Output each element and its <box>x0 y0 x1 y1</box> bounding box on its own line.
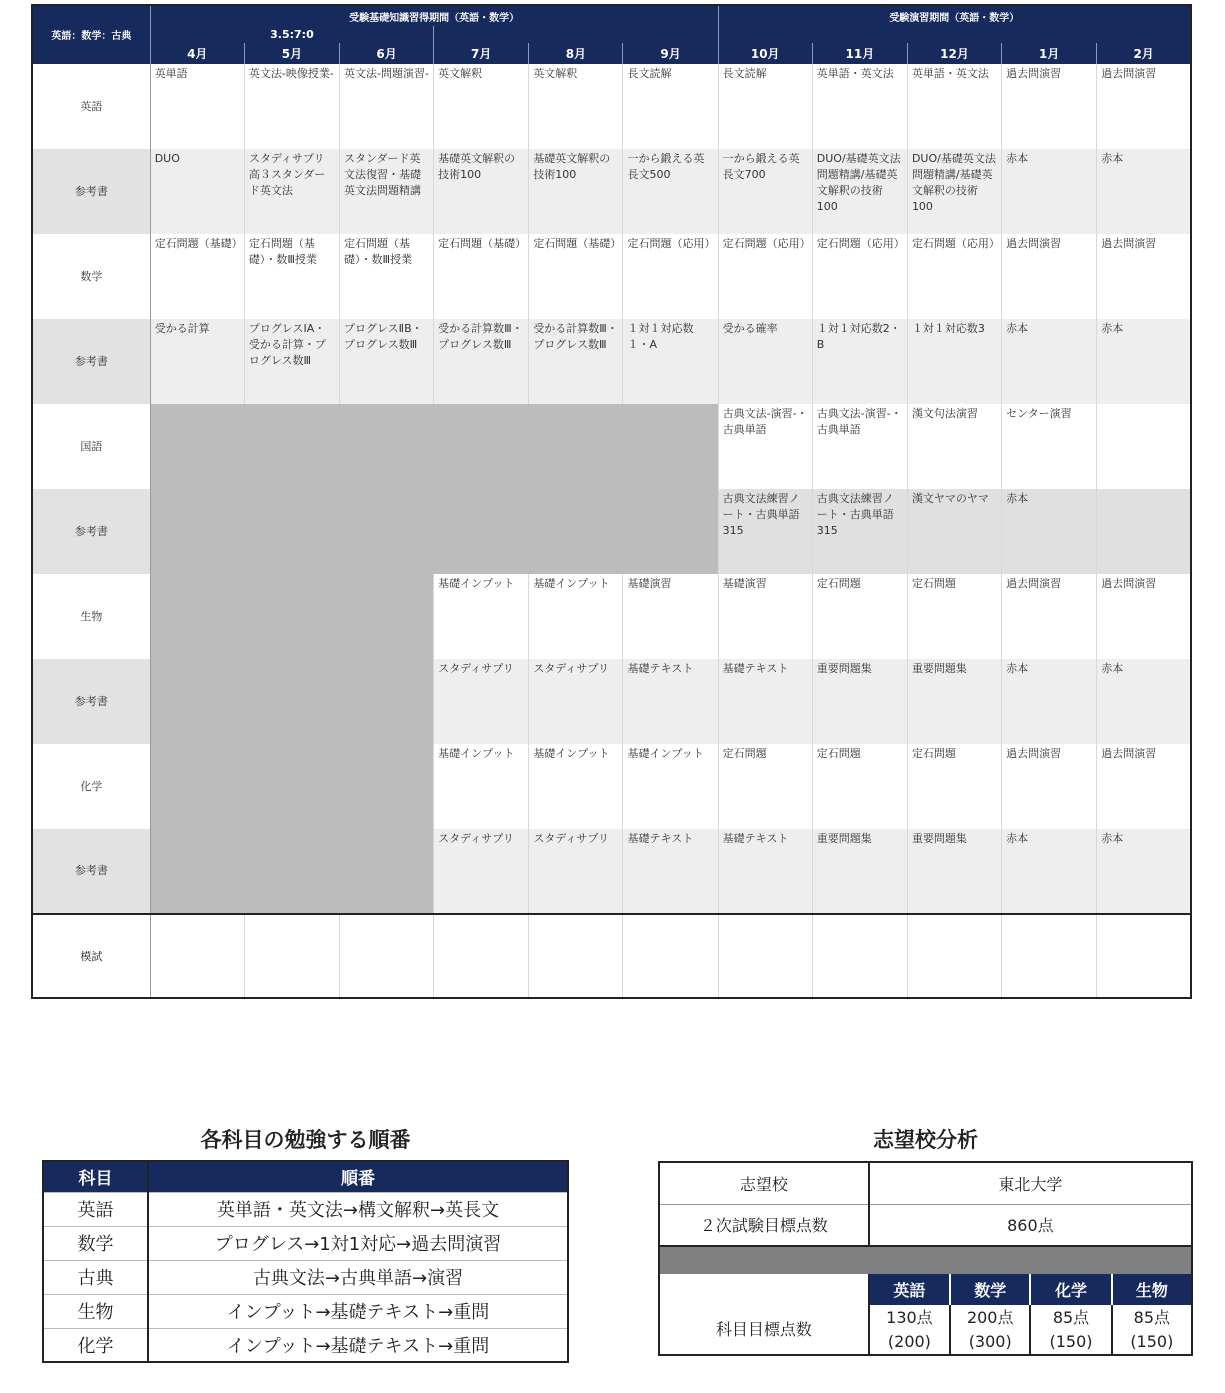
schedule-cell: DUO <box>150 149 244 234</box>
subject-max: (300) <box>968 1331 1012 1351</box>
schedule-cell: 一から鍛える英長文700 <box>718 149 812 234</box>
order-sequence: プログレス→1対1対応→過去問演習 <box>148 1226 568 1260</box>
schedule-cell: 長文読解 <box>718 64 812 149</box>
subject-target: 85点 <box>1133 1307 1171 1327</box>
subject-header: 生物 <box>1112 1274 1192 1305</box>
table-row <box>43 1226 568 1260</box>
schedule-row-english-books <box>32 149 1191 234</box>
schedule-cell: 基礎インプット <box>434 744 529 829</box>
row-label: 化学 <box>32 744 150 829</box>
schedule-cell: 受かる計算数Ⅲ・プログレス数Ⅲ <box>529 319 623 404</box>
schedule-cell: 基礎テキスト <box>623 659 718 744</box>
row-label: 参考書 <box>32 659 150 744</box>
schedule-cell: 漢文ヤマのヤマ <box>907 489 1001 574</box>
subject-target: 85点 <box>1052 1307 1090 1327</box>
not-scheduled-block <box>150 489 718 574</box>
table-row <box>43 1328 568 1362</box>
schedule-cell: 基礎インプット <box>623 744 718 829</box>
table-row <box>43 1192 568 1226</box>
schedule-cell: 基礎インプット <box>529 744 623 829</box>
schedule-cell: 過去問演習 <box>1002 574 1097 659</box>
order-sequence: 英単語・英文法→構文解釈→英長文 <box>148 1192 568 1226</box>
ratio-blank-2 <box>718 26 1191 43</box>
schedule-cell <box>1097 914 1191 998</box>
row-label: 生物 <box>32 574 150 659</box>
score-label: ２次試験目標点数 <box>659 1204 869 1246</box>
schedule-cell: 基礎演習 <box>623 574 718 659</box>
schedule-cell: 赤本 <box>1002 659 1097 744</box>
order-sequence: 古典文法→古典単語→演習 <box>148 1260 568 1294</box>
schedule-cell <box>244 914 339 998</box>
not-scheduled-block <box>150 829 433 914</box>
schedule-cell <box>1002 914 1097 998</box>
order-subject: 生物 <box>43 1294 148 1328</box>
schedule-cell: 英単語・英文法 <box>907 64 1001 149</box>
subject-target: 130点 <box>886 1307 933 1327</box>
school-value: 東北大学 <box>869 1162 1192 1204</box>
schedule-cell: 赤本 <box>1097 829 1191 914</box>
not-scheduled-block <box>150 574 433 659</box>
schedule-cell <box>340 914 434 998</box>
schedule-row-mock-exam <box>32 914 1191 998</box>
schedule-cell: 定石問題（基礎）・数Ⅲ授業 <box>244 234 339 319</box>
subject-header-blank <box>659 1274 869 1305</box>
not-scheduled-block <box>150 659 433 744</box>
schedule-cell: 定石問題（応用） <box>718 234 812 319</box>
schedule-cell: 定石問題（応用） <box>907 234 1001 319</box>
schedule-cell: 英文法-映像授業- <box>244 64 339 149</box>
schedule-cell: 赤本 <box>1002 319 1097 404</box>
month-header: 7月 <box>434 43 529 64</box>
schedule-row-chemistry <box>32 744 1191 829</box>
schedule-cell: スタディサプリ <box>529 829 623 914</box>
schedule-cell: 定石問題（基礎） <box>150 234 244 319</box>
schedule-cell: 基礎インプット <box>434 574 529 659</box>
row-label: 数学 <box>32 234 150 319</box>
schedule-cell: 英文解釈 <box>529 64 623 149</box>
table-row <box>43 1294 568 1328</box>
schedule-cell: スタディサプリ高３スタンダード英文法 <box>244 149 339 234</box>
schedule-cell: 定石問題（基礎） <box>529 234 623 319</box>
schedule-cell: 定石問題 <box>907 574 1001 659</box>
schedule-cell <box>434 914 529 998</box>
subject-score-label: 科目目標点数 <box>659 1305 869 1355</box>
schedule-cell: 過去問演習 <box>1097 234 1191 319</box>
row-label: 英語 <box>32 64 150 149</box>
schedule-cell: 基礎演習 <box>718 574 812 659</box>
schedule-cell: 定石問題（応用） <box>623 234 718 319</box>
subject-score <box>869 1305 950 1355</box>
schedule-cell: 受かる確率 <box>718 319 812 404</box>
schedule-cell: 定石問題（基礎）・数Ⅲ授業 <box>340 234 434 319</box>
schedule-cell: スタディサプリ <box>434 659 529 744</box>
schedule-cell: プログレスⅡB・プログレス数Ⅲ <box>340 319 434 404</box>
row-label: 参考書 <box>32 829 150 914</box>
subject-target: 200点 <box>966 1307 1014 1327</box>
schedule-cell: 赤本 <box>1002 829 1097 914</box>
subject-header: 英語 <box>869 1274 950 1305</box>
schedule-cell: 受かる計算数Ⅲ・プログレス数Ⅲ <box>434 319 529 404</box>
target-school-table <box>658 1161 1193 1356</box>
ratio-blank-1 <box>434 26 718 43</box>
study-order-title: 各科目の勉強する順番 <box>200 1128 411 1152</box>
subject-score <box>1112 1305 1192 1355</box>
schedule-cell: スタディサプリ <box>529 659 623 744</box>
order-subject: 古典 <box>43 1260 148 1294</box>
month-header: 12月 <box>907 43 1001 64</box>
order-col-order: 順番 <box>148 1161 568 1192</box>
schedule-cell: 長文読解 <box>623 64 718 149</box>
schedule-cell: 基礎テキスト <box>623 829 718 914</box>
month-header: 4月 <box>150 43 244 64</box>
school-label: 志望校 <box>659 1162 869 1204</box>
order-subject: 数学 <box>43 1226 148 1260</box>
header-blank <box>32 5 150 26</box>
schedule-cell <box>907 914 1001 998</box>
period-basic-title: 受験基礎知識習得期間（英語・数学） <box>150 5 718 26</box>
schedule-row-math-books <box>32 319 1191 404</box>
order-subject: 化学 <box>43 1328 148 1362</box>
schedule-cell: センター演習 <box>1002 404 1097 489</box>
month-header: 9月 <box>623 43 718 64</box>
schedule-cell: 基礎インプット <box>529 574 623 659</box>
schedule-cell: 漢文句法演習 <box>907 404 1001 489</box>
schedule-cell: 英単語・英文法 <box>812 64 907 149</box>
subject-score <box>950 1305 1030 1355</box>
ratio-value: 3.5:7:0 <box>150 26 433 43</box>
schedule-cell: 基礎テキスト <box>718 829 812 914</box>
schedule-cell: 英単語 <box>150 64 244 149</box>
schedule-cell: 基礎英文解釈の技術100 <box>529 149 623 234</box>
study-order-table <box>42 1160 569 1363</box>
month-header: 11月 <box>812 43 907 64</box>
row-label: 国語 <box>32 404 150 489</box>
order-sequence: インプット→基礎テキスト→重問 <box>148 1328 568 1362</box>
schedule-cell: 定石問題 <box>718 744 812 829</box>
score-value: 860点 <box>1007 1216 1054 1236</box>
row-label: 参考書 <box>32 149 150 234</box>
row-label: 参考書 <box>32 489 150 574</box>
schedule-cell: DUO/基礎英文法問題精講/基礎英文解釈の技術100 <box>907 149 1001 234</box>
schedule-cell: 過去問演習 <box>1002 234 1097 319</box>
not-scheduled-block <box>150 744 433 829</box>
schedule-cell: １対１対応数2・B <box>812 319 907 404</box>
schedule-cell: 受かる計算 <box>150 319 244 404</box>
schedule-cell: 古典文法練習ノート・古典単語315 <box>718 489 812 574</box>
row-label: 模試 <box>32 914 150 998</box>
schedule-cell: 古典文法練習ノート・古典単語315 <box>812 489 907 574</box>
month-header-blank <box>32 43 150 64</box>
schedule-cell: 定石問題 <box>812 744 907 829</box>
schedule-cell <box>812 914 907 998</box>
schedule-cell: プログレスⅠA・受かる計算・プログレス数Ⅲ <box>244 319 339 404</box>
schedule-cell: 基礎英文解釈の技術100 <box>434 149 529 234</box>
schedule-row-math <box>32 234 1191 319</box>
order-col-subject: 科目 <box>43 1161 148 1192</box>
not-scheduled-block <box>150 404 718 489</box>
subject-header: 数学 <box>950 1274 1030 1305</box>
schedule-cell: 赤本 <box>1097 149 1191 234</box>
schedule-cell: 赤本 <box>1002 149 1097 234</box>
table-row <box>43 1260 568 1294</box>
schedule-row-english <box>32 64 1191 149</box>
schedule-cell: 重要問題集 <box>907 659 1001 744</box>
subject-score <box>1030 1305 1111 1355</box>
schedule-row-japanese <box>32 404 1191 489</box>
schedule-row-biology-books <box>32 659 1191 744</box>
schedule-cell: 赤本 <box>1097 319 1191 404</box>
schedule-cell: 古典文法-演習-・古典単語 <box>718 404 812 489</box>
schedule-cell <box>623 914 718 998</box>
schedule-row-biology <box>32 574 1191 659</box>
schedule-cell <box>150 914 244 998</box>
schedule-cell: 過去問演習 <box>1097 64 1191 149</box>
divider-bar <box>659 1246 1192 1274</box>
order-subject: 英語 <box>43 1192 148 1226</box>
schedule-cell: 定石問題（基礎） <box>434 234 529 319</box>
schedule-cell: 英文解釈 <box>434 64 529 149</box>
subject-max: (200) <box>887 1331 931 1351</box>
schedule-row-japanese-books <box>32 489 1191 574</box>
study-schedule-table <box>31 4 1192 999</box>
row-label: 参考書 <box>32 319 150 404</box>
schedule-cell: １対１対応数１・A <box>623 319 718 404</box>
schedule-cell <box>1097 404 1191 489</box>
schedule-cell: 赤本 <box>1097 659 1191 744</box>
schedule-cell: 重要問題集 <box>812 659 907 744</box>
schedule-row-chemistry-books <box>32 829 1191 914</box>
schedule-cell: スタディサプリ <box>434 829 529 914</box>
month-header: 8月 <box>529 43 623 64</box>
schedule-cell: 定石問題 <box>907 744 1001 829</box>
schedule-cell: スタンダード英文法復習・基礎英文法問題精講 <box>340 149 434 234</box>
schedule-cell: 定石問題（応用） <box>812 234 907 319</box>
schedule-cell: 過去問演習 <box>1097 574 1191 659</box>
schedule-cell: 一から鍛える英長文500 <box>623 149 718 234</box>
subject-max: (150) <box>1049 1331 1093 1351</box>
ratio-label: 英語：数学：古典 <box>32 26 150 43</box>
schedule-cell: 過去問演習 <box>1002 64 1097 149</box>
schedule-cell: 赤本 <box>1002 489 1097 574</box>
month-header: 1月 <box>1002 43 1097 64</box>
schedule-cell <box>529 914 623 998</box>
schedule-cell: DUO/基礎英文法問題精講/基礎英文解釈の技術100 <box>812 149 907 234</box>
schedule-cell: １対１対応数3 <box>907 319 1001 404</box>
month-header: 10月 <box>718 43 812 64</box>
schedule-cell: 重要問題集 <box>907 829 1001 914</box>
schedule-cell: 基礎テキスト <box>718 659 812 744</box>
schedule-cell <box>1097 489 1191 574</box>
schedule-cell: 過去問演習 <box>1097 744 1191 829</box>
subject-max: (150) <box>1130 1331 1174 1351</box>
month-header: 2月 <box>1097 43 1191 64</box>
target-school-title: 志望校分析 <box>873 1128 978 1152</box>
schedule-cell: 英文法-問題演習- <box>340 64 434 149</box>
schedule-cell <box>718 914 812 998</box>
order-sequence: インプット→基礎テキスト→重問 <box>148 1294 568 1328</box>
period-practice-title: 受験演習期間（英語・数学） <box>718 5 1191 26</box>
schedule-cell: 過去問演習 <box>1002 744 1097 829</box>
month-header: 6月 <box>340 43 434 64</box>
schedule-cell: 古典文法-演習-・古典単語 <box>812 404 907 489</box>
subject-header: 化学 <box>1030 1274 1111 1305</box>
schedule-cell: 定石問題 <box>812 574 907 659</box>
schedule-cell: 重要問題集 <box>812 829 907 914</box>
month-header: 5月 <box>244 43 339 64</box>
